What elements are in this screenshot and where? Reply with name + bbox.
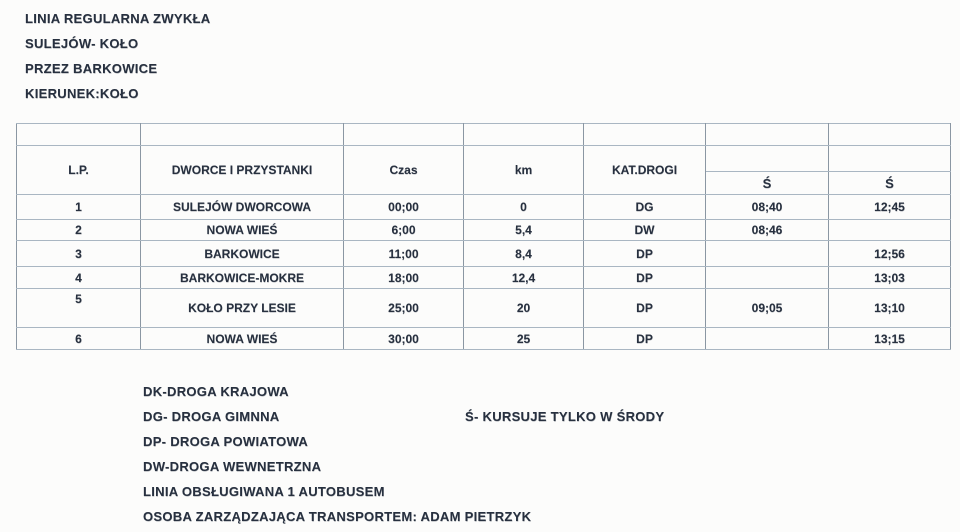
legend-block [143, 379, 665, 529]
table-row [17, 220, 951, 241]
spacer-cell [141, 124, 344, 146]
cell-km: 25 [464, 328, 584, 350]
cell-stop: KOŁO PRZY LESIE [141, 289, 344, 328]
cell-s1-time [706, 328, 829, 350]
cell-road-category: DP [584, 328, 706, 350]
legend-dp: DP- DROGA POWIATOWA [143, 434, 309, 449]
header-road-category: KAT.DROGI [584, 146, 706, 195]
table-row [17, 289, 951, 328]
cell-lp: 5 [17, 289, 141, 328]
cell-s1-time: 09;05 [706, 289, 829, 328]
title-line-direction: KIERUNEK:KOŁO [25, 86, 139, 101]
cell-km: 5,4 [464, 220, 584, 241]
cell-time: 11;00 [344, 241, 464, 267]
legend-dk: DK-DROGA KRAJOWA [143, 384, 289, 399]
cell-s1-time: 08;46 [706, 220, 829, 241]
legend-s-note: Ś- KURSUJE TYLKO W ŚRODY [465, 409, 665, 424]
cell-time: 6;00 [344, 220, 464, 241]
table-row [17, 267, 951, 289]
legend-dg-line [143, 404, 665, 429]
cell-road-category: DG [584, 195, 706, 220]
table-row [17, 241, 951, 267]
cell-time: 25;00 [344, 289, 464, 328]
cell-road-category: DP [584, 289, 706, 328]
cell-road-category: DP [584, 267, 706, 289]
cell-s2-time: 12;56 [829, 241, 951, 267]
spacer-cell [17, 124, 141, 146]
cell-s2-time: 13;10 [829, 289, 951, 328]
spacer-cell [584, 124, 706, 146]
timetable [16, 123, 951, 350]
spacer-row [17, 124, 951, 146]
document-title-block [25, 6, 210, 106]
cell-lp: 6 [17, 328, 141, 350]
spacer-cell [344, 124, 464, 146]
legend-dw: DW-DROGA WEWNETRZNA [143, 459, 322, 474]
title-line-via: PRZEZ BARKOWICE [25, 61, 158, 76]
cell-s1-time [706, 267, 829, 289]
cell-km: 12,4 [464, 267, 584, 289]
legend-dg: DG- DROGA GIMNNA [143, 409, 280, 424]
header-s1-spacer [706, 146, 829, 172]
legend-bus-count: LINIA OBSŁUGIWANA 1 AUTOBUSEM [143, 484, 385, 499]
cell-stop: NOWA WIEŚ [141, 328, 344, 350]
table-row [17, 195, 951, 220]
header-s1: Ś [706, 172, 829, 195]
spacer-cell [706, 124, 829, 146]
cell-s2-time: 13;03 [829, 267, 951, 289]
cell-road-category: DW [584, 220, 706, 241]
header-lp: L.P. [17, 146, 141, 195]
legend-transport-manager: OSOBA ZARZĄDZAJĄCA TRANSPORTEM: ADAM PIETRZYK [143, 509, 532, 524]
cell-s1-time: 08;40 [706, 195, 829, 220]
cell-stop: BARKOWICE [141, 241, 344, 267]
cell-s1-time [706, 241, 829, 267]
cell-stop: SULEJÓW DWORCOWA [141, 195, 344, 220]
cell-lp: 4 [17, 267, 141, 289]
title-line-route-type: LINIA REGULARNA ZWYKŁA [25, 11, 211, 26]
cell-time: 00;00 [344, 195, 464, 220]
table-row [17, 328, 951, 350]
cell-lp: 1 [17, 195, 141, 220]
cell-time: 18;00 [344, 267, 464, 289]
spacer-cell [464, 124, 584, 146]
cell-km: 0 [464, 195, 584, 220]
cell-stop: NOWA WIEŚ [141, 220, 344, 241]
cell-s2-time [829, 220, 951, 241]
cell-lp: 3 [17, 241, 141, 267]
cell-lp: 2 [17, 220, 141, 241]
cell-km: 8,4 [464, 241, 584, 267]
header-time: Czas [344, 146, 464, 195]
header-s2: Ś [829, 172, 951, 195]
cell-stop: BARKOWICE-MOKRE [141, 267, 344, 289]
header-s2-spacer [829, 146, 951, 172]
spacer-cell [829, 124, 951, 146]
cell-time: 30;00 [344, 328, 464, 350]
cell-s2-time: 12;45 [829, 195, 951, 220]
header-stops: DWORCE I PRZYSTANKI [141, 146, 344, 195]
cell-km: 20 [464, 289, 584, 328]
cell-s2-time: 13;15 [829, 328, 951, 350]
header-km: km [464, 146, 584, 195]
cell-road-category: DP [584, 241, 706, 267]
header-row [17, 146, 951, 172]
title-line-route: SULEJÓW- KOŁO [25, 36, 139, 51]
